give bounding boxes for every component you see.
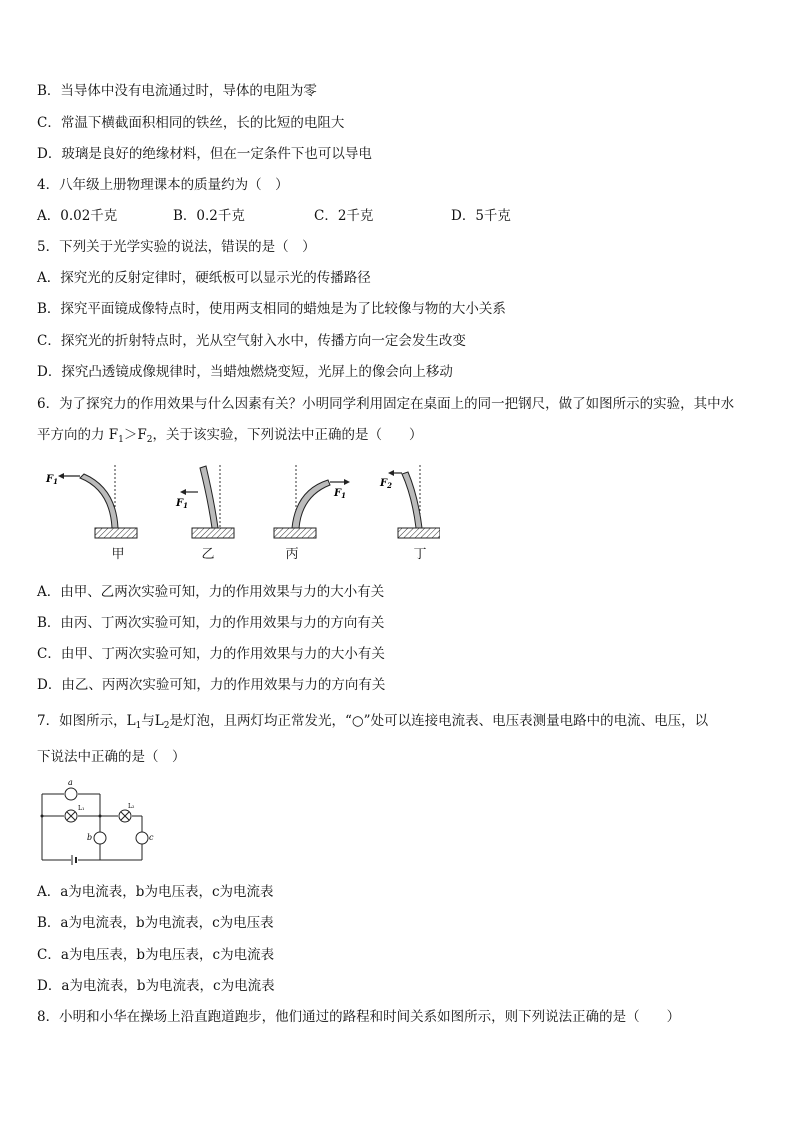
clamp-block	[192, 528, 234, 538]
q5-stem: 5．下列关于光学实验的说法，错误的是（ ）	[37, 239, 316, 255]
q6-option-c: C．由甲、丁两次实验可知，力的作用效果与力的大小有关	[37, 646, 385, 662]
q6-option-d: D．由乙、丙两次实验可知，力的作用效果与力的方向有关	[37, 677, 386, 693]
q6-option-b: B．由丙、丁两次实验可知，力的作用效果与力的方向有关	[37, 615, 385, 631]
q5-option-b: B．探究平面镜成像特点时，使用两支相同的蜡烛是为了比较像与物的大小关系	[37, 301, 506, 317]
panel-label-jia: 甲	[111, 547, 125, 562]
q7-circuit-figure	[38, 778, 160, 866]
q7-stem-sub1: 1	[135, 721, 142, 731]
q4-stem: 4．八年级上册物理课本的质量约为（ ）	[37, 177, 289, 193]
q7-stem-sub2: 2	[163, 721, 170, 731]
q5-option-d: D．探究凸透镜成像规律时，当蜡烛燃烧变短，光屏上的像会向上移动	[37, 364, 453, 380]
lamp-l1-label: L₁	[78, 805, 85, 812]
clamp-block	[274, 528, 316, 538]
q7-option-b: B．a为电流表，b为电流表，c为电压表	[37, 915, 274, 931]
force-label-ding: $F_2$	[380, 478, 392, 490]
force-label-yi: $F_1$	[176, 498, 188, 510]
clamp-block	[398, 528, 440, 538]
lamp-l2-label: L₂	[128, 803, 135, 810]
meter-c-icon	[136, 832, 148, 844]
q5-option-a: A．探究光的反射定律时，硬纸板可以显示光的传播路径	[37, 270, 371, 286]
q3-option-d: D．玻璃是良好的绝缘材料，但在一定条件下也可以导电	[37, 146, 372, 162]
q4-option-b: B．0.2千克	[173, 208, 245, 224]
q6-stem-post: ，关于该实验，下列说法中正确的是（ ）	[152, 427, 423, 443]
meter-b-label: b	[87, 833, 93, 842]
q7-option-d: D．a为电流表，b为电流表，c为电流表	[37, 978, 275, 994]
meter-a-label: a	[68, 778, 73, 787]
q7-stem-mid: 与L	[141, 713, 164, 729]
q6-stem-pre: 平方向的力 F	[37, 427, 119, 443]
q4-option-d: D．5千克	[451, 208, 511, 224]
q3-option-c: C．常温下横截面积相同的铁丝，长的比短的电阻大	[37, 115, 345, 131]
q7-stem-line1	[37, 712, 708, 735]
q7-option-c: C．a为电压表，b为电压表，c为电流表	[37, 947, 275, 963]
panel-yi	[175, 465, 234, 538]
panel-bing	[274, 465, 350, 538]
q4-options	[37, 207, 757, 225]
q7-stem-post: 是灯泡，且两灯均正常发光，“○”处可以连接电流表、电压表测量电路中的电流、电压，以	[169, 713, 709, 729]
q6-stem-line2	[37, 426, 423, 449]
panel-jia	[45, 465, 137, 538]
q5-option-c: C．探究光的折射特点时，光从空气射入水中，传播方向一定会发生改变	[37, 333, 466, 349]
q6-stem-mid: ＞F	[123, 427, 147, 443]
q7-option-a: A．a为电流表，b为电压表，c为电流表	[37, 884, 274, 900]
meter-a-icon	[65, 788, 77, 800]
meter-c-label: c	[149, 833, 154, 842]
q4-option-a: A．0.02千克	[37, 208, 118, 224]
q6-ruler-figure	[40, 460, 440, 570]
q6-stem-sub1: 1	[118, 435, 124, 445]
meter-b-icon	[94, 832, 106, 844]
q6-option-a: A．由甲、乙两次实验可知，力的作用效果与力的大小有关	[37, 584, 385, 600]
panel-label-yi: 乙	[201, 547, 215, 562]
force-label-bing: $F_1$	[334, 488, 346, 500]
clamp-block	[95, 528, 137, 538]
q8-stem: 8．小明和小华在操场上沿直跑道跑步，他们通过的路程和时间关系如图所示，则下列说法正确的是（ ）	[37, 1009, 681, 1025]
q7-stem-line2: 下说法中正确的是（ ）	[37, 749, 186, 765]
panel-label-ding: 丁	[413, 547, 427, 562]
q7-stem-pre: 7．如图所示，L	[37, 713, 136, 729]
q6-stem-sub2: 2	[146, 435, 153, 445]
q3-option-b: B．当导体中没有电流通过时，导体的电阻为零	[37, 83, 317, 99]
q6-stem-line1: 6．为了探究力的作用效果与什么因素有关？小明同学利用固定在桌面上的同一把钢尺，做了如图所示的实验，其中水	[37, 396, 735, 412]
panel-label-bing: 丙	[285, 547, 299, 562]
q4-option-c: C．2千克	[314, 208, 374, 224]
force-label-jia: $F_1$	[46, 474, 58, 486]
panel-ding	[379, 465, 440, 538]
